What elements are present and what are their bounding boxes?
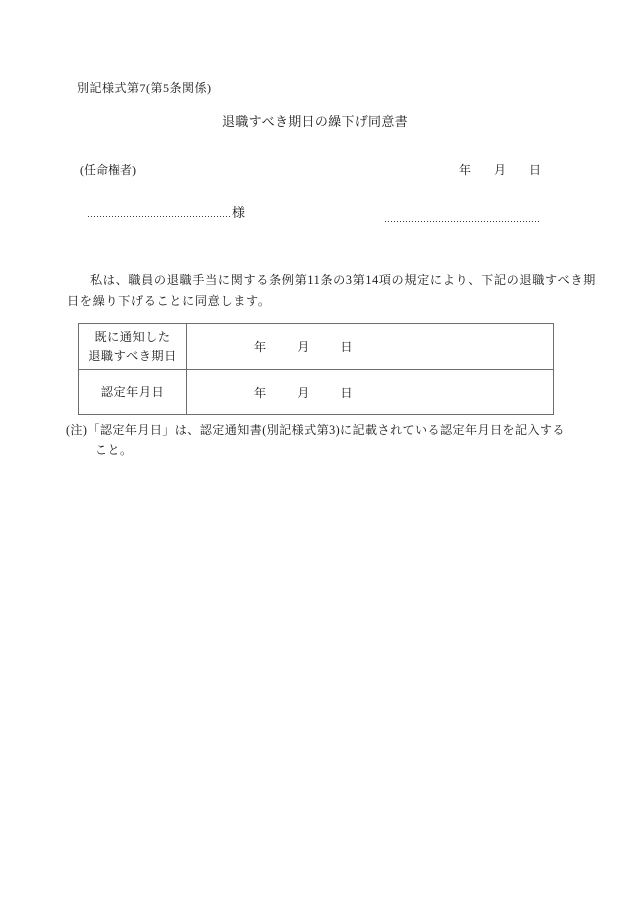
signature-fill-line [385, 221, 540, 222]
header-date-month: 月 [494, 163, 507, 177]
addressee-fill-line [88, 216, 230, 217]
note-line-2: こと。 [95, 443, 133, 457]
table-date-month: 月 [297, 385, 310, 400]
addressee-line [88, 206, 245, 219]
header-date-year: 年 [459, 163, 472, 177]
table-label-line: 退職すべき期日 [88, 348, 177, 363]
table-date-month: 月 [297, 340, 310, 354]
table-date-year: 年 [254, 340, 267, 354]
form-number: 別記様式第7(第5条関係) [77, 81, 212, 95]
table-date-year: 年 [254, 385, 267, 400]
table-label-certified-date [79, 370, 187, 414]
table-label-line: 認定年月日 [100, 384, 165, 399]
dates-table [78, 323, 554, 415]
addressee-suffix: 様 [232, 205, 246, 220]
table-label-line: 既に通知した [94, 329, 171, 344]
table-value-certified-date [187, 370, 553, 414]
table-value-notified-retirement-date [187, 324, 553, 370]
body-paragraph-line-1: 私は、職員の退職手当に関する条例第11条の3第14項の規定により、下記の退職すべき期 [90, 273, 596, 287]
header-date [459, 161, 541, 178]
table-date-day: 日 [340, 340, 353, 354]
appointer-label: (任命権者) [80, 163, 136, 177]
table-date-day: 日 [340, 385, 353, 400]
note-line-1: (注)「認定年月日」は、認定通知書(別記様式第3)に記載されている認定年月日を記入する [66, 423, 565, 437]
body-paragraph-line-2: 日を繰り下げることに同意します。 [67, 294, 271, 308]
header-date-day: 日 [529, 163, 542, 177]
document-title: 退職すべき期日の繰下げ同意書 [222, 114, 408, 129]
table-label-notified-retirement-date [79, 324, 187, 370]
